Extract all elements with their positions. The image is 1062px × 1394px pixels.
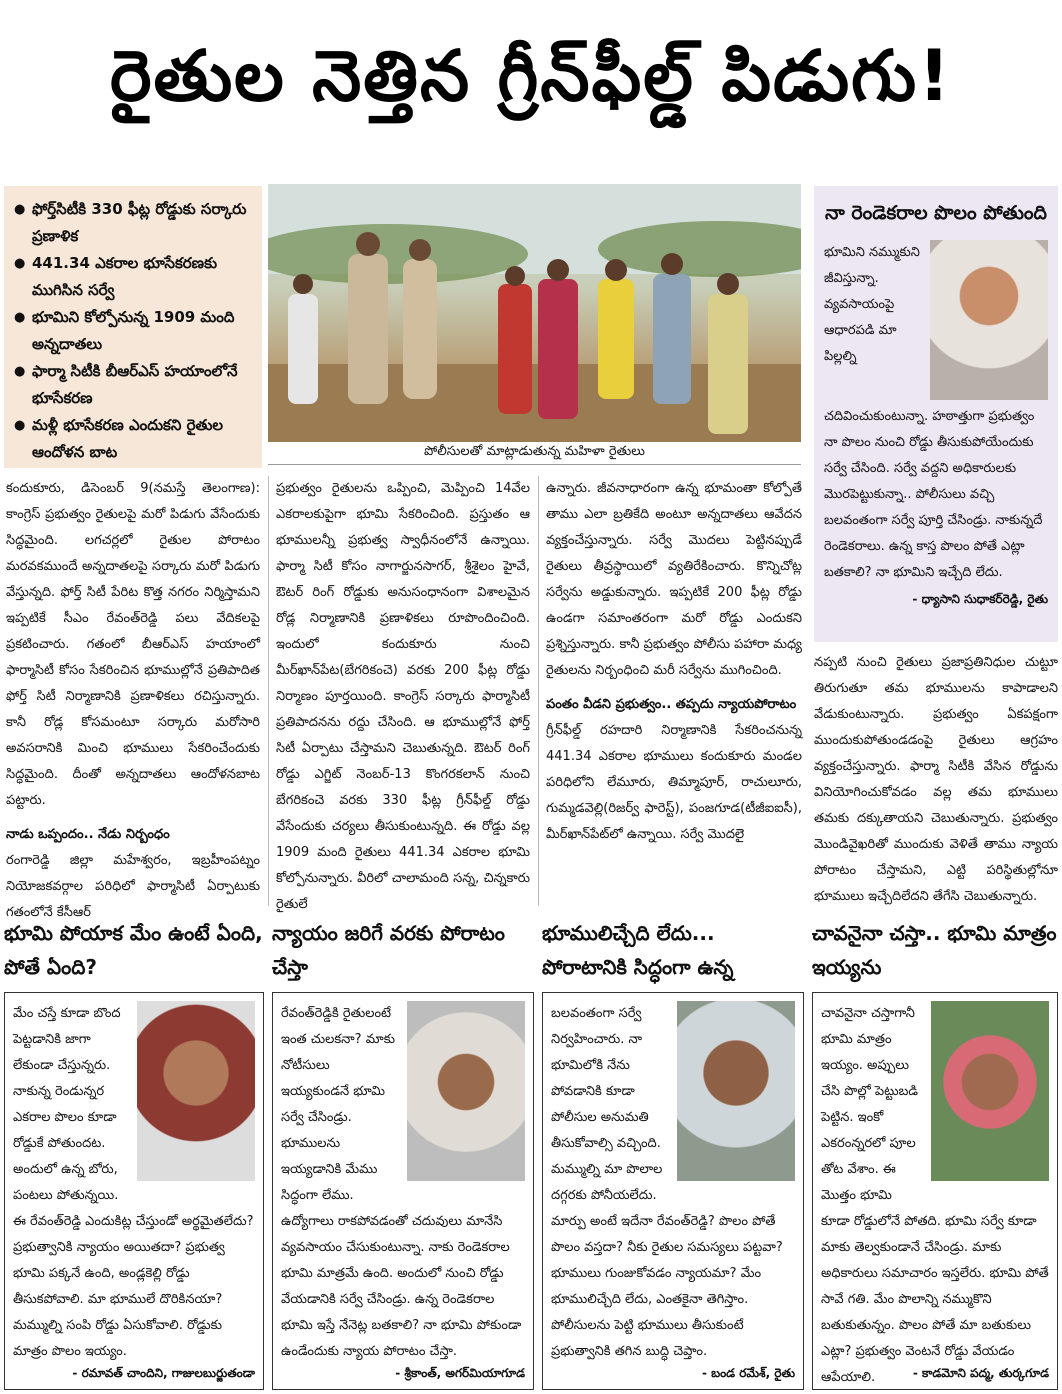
quote-signature: - రమావత్ చాందిని, గాజులబుర్జుతండా [72, 1366, 255, 1380]
article-subhead: నాడు ఒప్పందం.. నేడు నిర్బంధం [6, 827, 170, 842]
sidebar-title: నా రెండెకరాల పొలం పోతుంది [825, 202, 1047, 224]
farmers-police-photo [268, 184, 801, 442]
quote-text: రేవంత్‌రెడ్డికి రైతులంటే ఇంత చులకనా? మాకు నోటీసులు ఇయ్యకుండనే భూమి సర్వే చేసిండ్రు. భూములను ఇయ్యడానికి మేము సిద్ధంగా లేము. ఉద్యోగాలు రాకపోవడంతో చదువులు మానేసి వ్యవసాయం చేసుకుంటున్నా. నాకు రెండెకరాల భూమి మాత్రమే ఉంది. అందులో నుంచి రోడ్డు వేయడానికి సర్వే చేసిండ్రు. ఉన్న రెండెకరాల భూమి ఇస్తే నేనెట్ల బతకాలి? నా భూమి పోకుండా ఉండేందుకు న్యాయ పోరాటం చేస్తా. [281, 1006, 522, 1359]
quote-text: చావనైనా చస్తాగానీ భూమి మాత్రం ఇయ్యం. అప్పులు చేసి పొల్లో పెట్టుబడి పెట్టిన. ఇంకో ఎకరంన్నరలో పూల తోట వేశాం. ఈ మొత్తం భూమి కూడా రోడ్డులోనే పోతది. భూమి సర్వే కూడా మాకు తెల్వకుండానే చేసిండ్రు. మాకు అధికారులు సమాచారం ఇస్తలేరు. భూమి పోతే సావే గతి. మేం పొలాన్ని నమ్ముకొని బతుకుతున్నం. పొలం పోతే మా బతుకులు ఎట్లా? ప్రభుత్వం వెంటనే రోడ్డు వేయడం ఆపేయాలి. [821, 1006, 1049, 1385]
highlight-item: ● ఫోర్త్‌సిటీకి 330 ఫీట్ల రోడ్డుకు సర్కారు ప్రణాళిక [14, 196, 252, 250]
woman-portrait [137, 1001, 255, 1181]
quote-block-4 [812, 916, 1058, 1390]
main-photo [268, 184, 801, 442]
farmer-portrait [677, 1001, 795, 1181]
article-column-4 [814, 650, 1058, 906]
sidebar-signature: - ధ్యాసాని సుధాకర్‌రెడ్డి, రైతు [912, 592, 1048, 606]
quote-block-1 [4, 916, 264, 1390]
quote-signature: - బండ రమేశ్, రైతు [701, 1366, 795, 1380]
man-portrait [407, 1001, 525, 1181]
photo-caption: పోలీసులతో మాట్లాడుతున్న మహిళా రైతులు [268, 440, 801, 465]
article-text: రంగారెడ్డి జిల్లా మహేశ్వరం, ఇబ్రహీంపట్నం నియోజకవర్గాల పరిధిలో ఫార్మాసిటీ ఏర్పాటుకు గతంలోనే కేసీఆర్ [6, 853, 260, 920]
quote-box [4, 992, 264, 1390]
article-subhead: పంతం వీడని ప్రభుత్వం.. తప్పదు న్యాయపోరాటం [546, 697, 797, 712]
quote-title: చావనైనా చస్తా.. భూమి మాత్రం ఇయ్యను [812, 921, 1057, 979]
headline: రైతుల నెత్తిన గ్రీన్‌ఫీల్డ్ పిడుగు! [109, 34, 953, 117]
article-text: కందుకూరు, డిసెంబర్ 9(నమస్తే తెలంగాణ): కాంగ్రెస్ ప్రభుత్వం రైతులపై మరో పిడుగు వేసేందుకు సిద్ధమైంది. లగచర్లలో రైతుల పోరాటం మరవకముందే అన్నదాతలపై సర్కారు మరో పిడుగు వేస్తున్నది. ఫోర్త్ సిటీ పేరిట కొత్త నగరం నిర్మిస్తామని ఇప్పటికే సీఎం రేవంత్‌రెడ్డి పలు వేదికలపై ప్రకటించారు. గతంలో బీఆర్‌ఎస్ హయాంలో ఫార్మాసిటీ కోసం సేకరించిన భూముల్లోనే ప్రతిపాదిత ఫోర్త్ సిటీ నిర్మాణానికి ప్రణాళికలు రచిస్తున్నారు. కానీ రోడ్ల కోసమంటూ సర్కారు మరోసారి అవసరానికి మించి భూములు సేకరించేందుకు సిద్ధమైంది. దీంతో అన్నదాతలు ఆందోళనబాట పట్టారు. [6, 481, 260, 808]
quote-box [812, 992, 1058, 1390]
sidebar-quote-box [814, 186, 1058, 642]
sidebar-text: భూమిని నమ్ముకుని జీవిస్తున్నా. వ్యవసాయంపై ఆధారపడి మా పిల్లల్ని చదివించుకుంటున్నా. హఠాత్తుగా ప్రభుత్వం నా పొలం నుంచి రోడ్డు తీసుకుపోయేందుకు సర్వే చేసింది. సర్వే వద్దని అధికారులకు మొరపెట్టుకున్నా.. పోలీసులు వచ్చి బలవంతంగా సర్వే పూర్తి చేసిండ్రు. నాకున్నదే రెండెకరాలు. ఉన్న కాస్త పొలం పోతే ఎట్లా బతకాలి? నా భూమిని ఇచ్చేది లేదు. [824, 245, 1043, 580]
article-column-3 [546, 476, 802, 906]
article-text: ప్రభుత్వం రైతులను ఒప్పించి, మెప్పించి 14వేల ఎకరాలకుపైగా భూమి సేకరించింది. ప్రస్తుతం ఆ భూములన్నీ ప్రభుత్వ స్వాధీనంలోనే ఉన్నాయి. ఫార్మా సిటీ కోసం నాగార్జునసాగర్, శ్రీశైలం హైవే, ఔటర్ రింగ్ రోడ్డుకు అనుసంధానంగా విశాలమైన రోడ్ల నిర్మాణానికి ప్రణాళికలు రూపొందించింది. ఇందులో కందుకూరు నుంచి మీర్‌ఖాన్‌పేట(బేగరికంచె) వరకు 200 ఫీట్ల రోడ్డు నిర్మాణం పూర్తయింది. కాంగ్రెస్ సర్కారు ఫార్మాసిటీ ప్రతిపాదనను రద్దు చేసింది. ఆ భూముల్లోనే ఫోర్త్ సిటీ ఏర్పాటు చేస్తామని చెబుతున్నది. ఔటర్ రింగ్ రోడ్డు ఎగ్జిట్ నెంబర్-13 కొంగరకలాన్ నుంచి బేగరికంచె వరకు 330 ఫీట్ల గ్రీన్‌ఫీల్డ్ రోడ్డు వేసేందుకు చర్యలు తీసుకుంటున్నది. ఈ రోడ్డు వల్ల 1909 మంది రైతులు 441.34 ఎకరాల భూమి కోల్పోనున్నారు. వీరిలో చాలామంది సన్న, చిన్నకారు రైతులే [276, 481, 530, 912]
article-text: గ్రీన్‌ఫీల్డ్ రహదారి నిర్మాణానికి సేకరించనున్న 441.34 ఎకరాల భూములు కందుకూరు మండల పరిధిలోని లేమూరు, తిమ్మాపూర్, రాచులూరు, గుమ్మడవెల్లి(రిజర్వ్ ఫారెస్ట్), పంజగూడ(టీజీఐఐసీ), మీర్‌ఖాన్‌పేట్‌లో ఉన్నాయి. సర్వే మొదలైె [546, 723, 802, 842]
quote-block-3 [542, 916, 804, 1390]
quote-box [272, 992, 534, 1390]
highlight-item: ● ఫార్మా సిటీకి బీఆర్‌ఎస్ హయాంలోనే భూసేకరణ [14, 358, 252, 412]
article-text: ఉన్నారు. జీవనాధారంగా ఉన్న భూమంతా కోల్పోతే తాము ఎలా బ్రతికేది అంటూ అన్నదాతలు ఆవేదన వ్యక్తంచేస్తున్నారు. సర్వే మొదలు పెట్టినప్పుడే రైతులు తీవ్రస్థాయిలో వ్యతిరేకించారు. కొన్నిచోట్ల సర్వేను అడ్డుకున్నారు. ఇప్పటికే 200 ఫీట్ల రోడ్డు ఉండగా సమాంతరంగా మరో రోడ్డు ఎందుకని ప్రశ్నిస్తున్నారు. కానీ ప్రభుత్వం పోలీసు పహారా మధ్య రైతులను నిర్బంధించి మరీ సర్వేను ముగించింది. [546, 481, 802, 678]
quote-text: బలవంతంగా సర్వే నిర్వహించారు. నా భూమిలోకి నేను పోవడానికి కూడా పోలీసుల అనుమతి తీసుకోవాల్సి వచ్చింది. మమ్ముల్ని మా పొలాల దగ్గరకు పోనీయలేదు. మార్పు అంటే ఇదేనా రేవంత్‌రెడ్డి? పొలం పోతే పొలం వస్తదా? నీకు రైతుల సమస్యలు పట్టవా? భూములు గుంజుకోవడం న్యాయమా? మేం భూములిచ్చేది లేదు, ఎంతకైనా తెగిస్తాం. పోలీసులను పెట్టి భూములు తీసుకుంటే ప్రభుత్వానికి తగిన బుద్ధి చెప్తాం. [551, 1006, 783, 1359]
quote-block-2 [272, 916, 534, 1390]
quote-signature: - శ్రీకాంత్, అగర్‌మియాగూడ [395, 1366, 525, 1380]
highlights-box [4, 186, 262, 468]
highlight-item: ● మళ్లీ భూసేకరణ ఎందుకని రైతుల ఆందోళన బాట [14, 412, 252, 466]
farmer-portrait [930, 240, 1048, 400]
quote-title: భూములిచ్చేది లేదు... పోరాటానికి సిద్ధంగా ఉన్న [542, 921, 734, 979]
article-column-1 [6, 476, 260, 920]
quote-signature: - కాడమోని పద్మ, తుర్కగూడ [912, 1366, 1049, 1380]
quote-title: భూమి పోయాక మేం ఉంటే ఏంది, పోతే ఏంది? [4, 921, 263, 979]
highlight-item: ● 441.34 ఎకరాల భూసేకరణకు ముగిసిన సర్వే [14, 250, 252, 304]
quote-title: న్యాయం జరిగే వరకు పోరాటం చేస్తా [272, 921, 505, 979]
woman-portrait [931, 1001, 1049, 1181]
quote-box [542, 992, 804, 1390]
article-column-2 [276, 476, 530, 912]
highlight-item: ● భూమిని కోల్పోనున్న 1909 మంది అన్నదాతలు [14, 304, 252, 358]
article-text: నప్పటి నుంచి రైతులు ప్రజాప్రతినిధుల చుట్టూ తిరుగుతూ తమ భూములను కాపాడాలని వేడుకుంటున్నారు. ప్రభుత్వం ఏకపక్షంగా ముందుకుపోతుండడంపై రైతులు ఆగ్రహం వ్యక్తంచేస్తున్నారు. ఫార్మా సిటీకి వేసిన రోడ్డును వినియోగించుకోవడం వల్ల తమ భూములు తమకు దక్కుతాయని చెబుతున్నారు. ప్రభుత్వం మొండివైఖరితో ముందుకు వెళితే తాము న్యాయ పోరాటం చేస్తామని, ఎట్టి పరిస్థితుల్లోనూ భూములు ఇచ్చేదిలేదని తేగేసి చెబుతున్నారు. [814, 655, 1058, 904]
quote-text: మేం చస్తే కూడా బొంద పెట్టడానికి జాగా లేకుండా చేస్తున్నరు. నాకున్న రెండున్నర ఎకరాల పొలం కూడా రోడ్డుకే పోతుందట. అందులో ఉన్న బోరు, పంటలు పోతున్నయి. ఈ రేవంత్‌రెడ్డి ఎందుకిట్ల చేస్తుండో అర్థమైతలేదు? ప్రభుత్వానికి న్యాయం అయితదా? ప్రభుత్వ భూమి పక్కనే ఉంది, అండ్లకెల్లి రోడ్డు తీసుకపోవాలి. మా భూములే దొరికినయా? మమ్ముల్ని సంపి రోడ్డు ఏసుకోవాలి. రోడ్డుకు మాత్రం పొలం ఇయ్యం. [13, 1006, 254, 1359]
